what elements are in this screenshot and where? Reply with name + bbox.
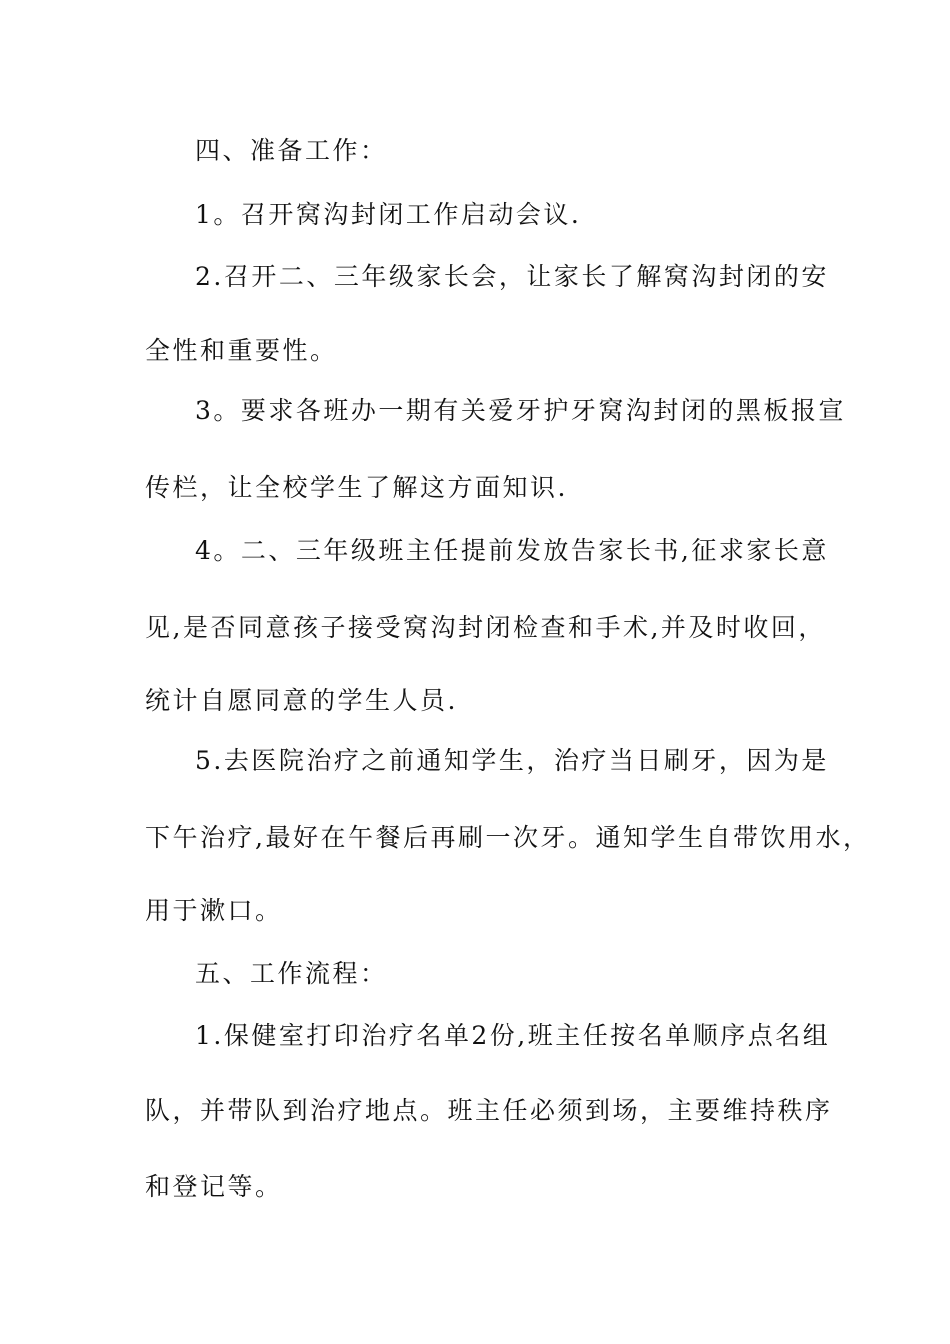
paragraph-line: 全性和重要性。 (145, 336, 338, 365)
section-heading-preparation: 四、准备工作： (195, 136, 388, 165)
paragraph-line: 1。召开窝沟封闭工作启动会议. (195, 200, 582, 229)
paragraph-line: 1.保健室打印治疗名单2份,班主任按名单顺序点名组 (195, 1021, 831, 1050)
paragraph-line: 队，并带队到治疗地点。班主任必须到场，主要维持秩序 (145, 1096, 833, 1125)
paragraph-line: 传栏，让全校学生了解这方面知识. (145, 473, 568, 502)
paragraph-line: 见,是否同意孩子接受窝沟封闭检查和手术,并及时收回， (145, 613, 826, 642)
paragraph-line: 5.去医院治疗之前通知学生，治疗当日刷牙，因为是 (195, 746, 829, 775)
section-heading-workflow: 五、工作流程： (195, 959, 388, 988)
paragraph-line: 用于漱口。 (145, 896, 283, 925)
paragraph-line: 2.召开二、三年级家长会，让家长了解窝沟封闭的安 (195, 262, 829, 291)
paragraph-line: 统计自愿同意的学生人员. (145, 686, 458, 715)
paragraph-line: 3。要求各班办一期有关爱牙护牙窝沟封闭的黑板报宣 (195, 396, 846, 425)
paragraph-line: 4。二、三年级班主任提前发放告家长书,征求家长意 (195, 536, 829, 565)
paragraph-line: 和登记等。 (145, 1172, 283, 1201)
paragraph-line: 下午治疗,最好在午餐后再刷一次牙。通知学生自带饮用水， (145, 823, 871, 852)
